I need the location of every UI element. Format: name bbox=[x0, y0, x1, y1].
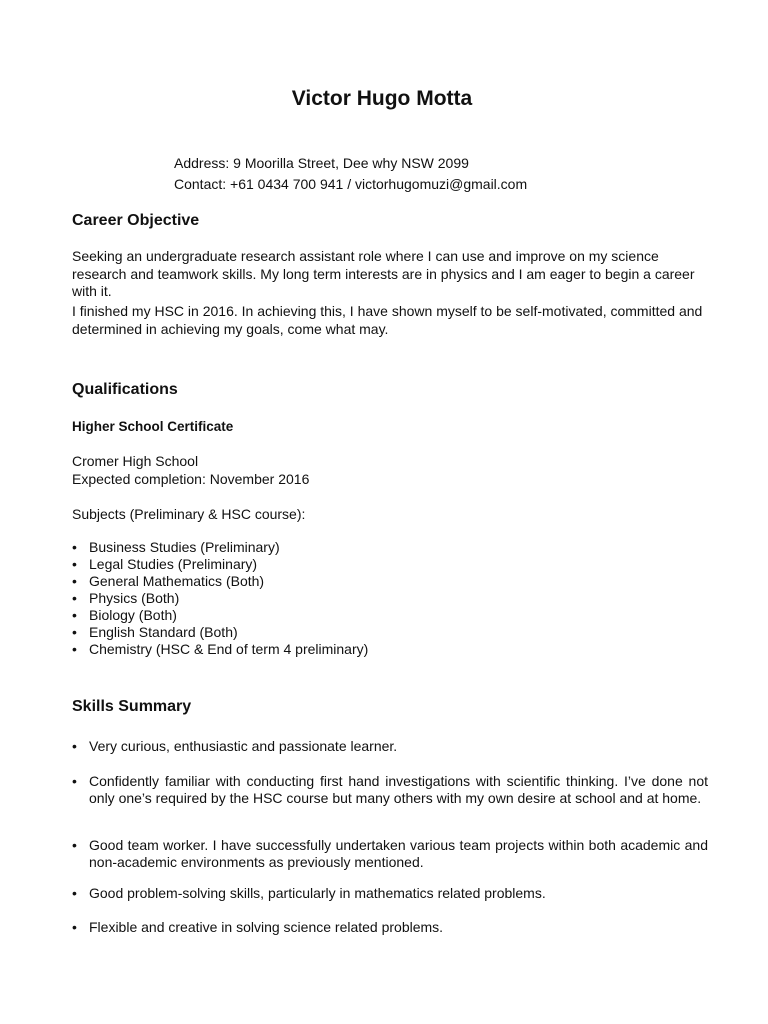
bullet-icon: • bbox=[72, 556, 77, 572]
list-item bbox=[72, 539, 368, 556]
skill-item bbox=[72, 885, 708, 902]
skill-item bbox=[72, 837, 708, 870]
subjects-list bbox=[72, 539, 368, 658]
bullet-icon: • bbox=[72, 837, 77, 853]
contact-block bbox=[174, 153, 527, 195]
subject-text: General Mathematics (Both) bbox=[89, 573, 265, 589]
list-item bbox=[72, 556, 368, 573]
skill-text: Confidently familiar with conducting first hand investigations with scientific thinking. I’ve done not only one’s required by the HSC course but many others with my own desire at school and at home. bbox=[89, 773, 708, 806]
bullet-icon: • bbox=[72, 773, 77, 789]
list-item bbox=[72, 590, 368, 607]
completion-date: Expected completion: November 2016 bbox=[72, 471, 310, 487]
applicant-name: Victor Hugo Motta bbox=[291, 87, 473, 110]
subject-text: Business Studies (Preliminary) bbox=[89, 539, 280, 555]
bullet-icon: • bbox=[72, 885, 77, 901]
skill-text: Very curious, enthusiastic and passionate learner. bbox=[89, 738, 398, 754]
address-line: Address: 9 Moorilla Street, Dee why NSW 2099 bbox=[174, 155, 469, 171]
list-item bbox=[72, 573, 368, 590]
subjects-label: Subjects (Preliminary & HSC course): bbox=[72, 506, 306, 522]
bullet-icon: • bbox=[72, 919, 77, 935]
career-objective-paragraph-1: Seeking an undergraduate research assistant role where I can use and improve on my science research and teamwork skills. My long term interests are in physics and I am eager to begin a career with it. bbox=[72, 248, 695, 299]
skill-text: Good team worker. I have successfully undertaken various team projects within both academic and non-academic environments as previously mentioned. bbox=[89, 837, 708, 870]
bullet-icon: • bbox=[72, 641, 77, 657]
bullet-icon: • bbox=[72, 738, 77, 754]
skill-item bbox=[72, 919, 708, 936]
list-item bbox=[72, 624, 368, 641]
contact-line: Contact: +61 0434 700 941 / victorhugomuzi@gmail.com bbox=[174, 176, 528, 192]
bullet-icon: • bbox=[72, 590, 77, 606]
bullet-icon: • bbox=[72, 573, 77, 589]
list-item bbox=[72, 607, 368, 624]
school-name: Cromer High School bbox=[72, 453, 199, 469]
subject-text: Biology (Both) bbox=[89, 607, 177, 623]
bullet-icon: • bbox=[72, 624, 77, 640]
subject-text: English Standard (Both) bbox=[89, 624, 238, 640]
career-objective-paragraph-2: I finished my HSC in 2016. In achieving this, I have shown myself to be self-motivated, committed and determined in achieving my goals, come what may. bbox=[72, 303, 703, 337]
skill-item bbox=[72, 773, 708, 806]
subject-text: Legal Studies (Preliminary) bbox=[89, 556, 258, 572]
school-info bbox=[72, 452, 309, 488]
skills-summary-heading: Skills Summary bbox=[72, 698, 192, 715]
qualifications-heading: Qualifications bbox=[72, 381, 178, 398]
subject-text: Chemistry (HSC & End of term 4 preliminary) bbox=[89, 641, 369, 657]
bullet-icon: • bbox=[72, 539, 77, 555]
certificate-title: Higher School Certificate bbox=[72, 419, 234, 434]
subject-text: Physics (Both) bbox=[89, 590, 180, 606]
skill-item bbox=[72, 738, 708, 755]
list-item bbox=[72, 641, 368, 658]
skill-text: Good problem-solving skills, particularly in mathematics related problems. bbox=[89, 885, 546, 901]
bullet-icon: • bbox=[72, 607, 77, 623]
career-objective-heading: Career Objective bbox=[72, 212, 200, 229]
skill-text: Flexible and creative in solving science related problems. bbox=[89, 919, 444, 935]
